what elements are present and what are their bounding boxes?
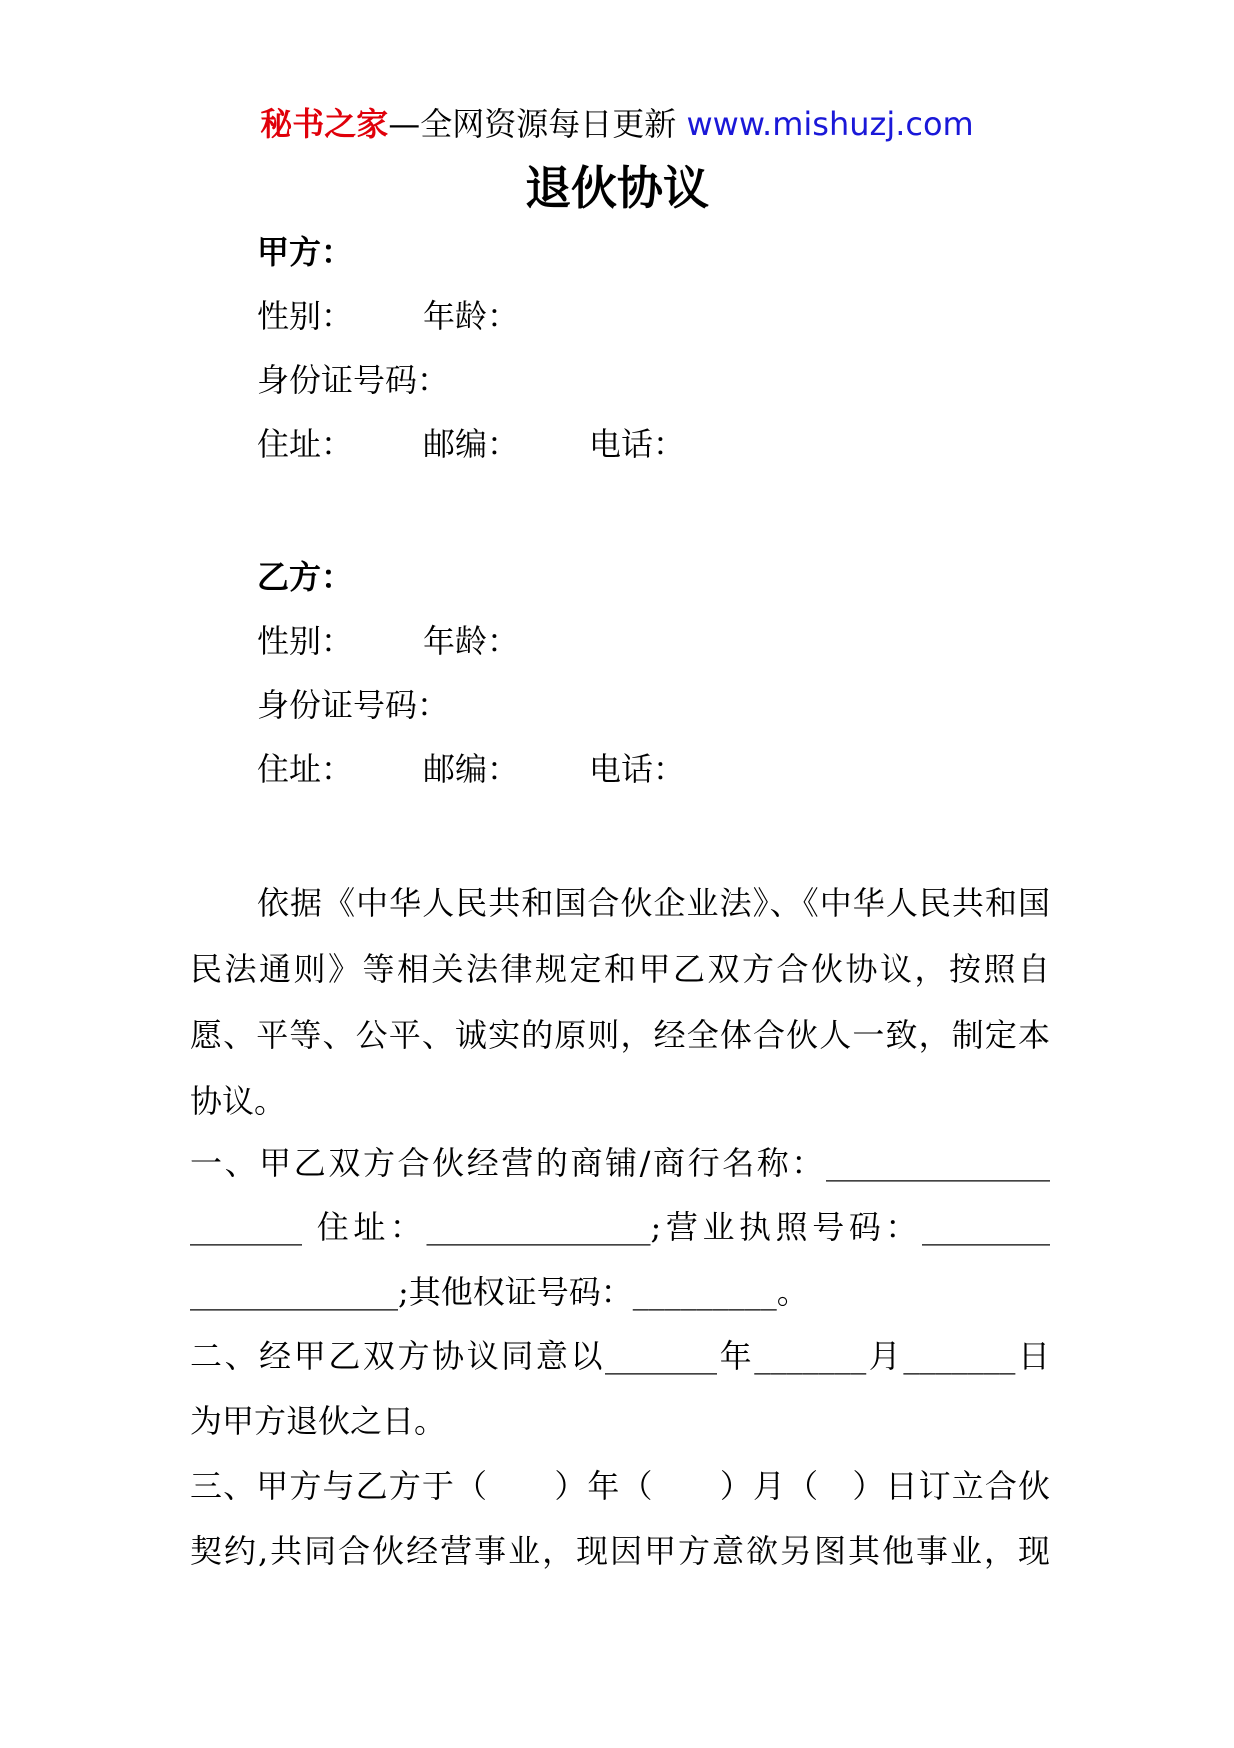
party-a-age-label: 年龄： (423, 297, 520, 335)
party-a-id-label: 身份证号码： (257, 361, 450, 399)
clause-1-line-3: _____________;其他权证号码：_________。 (190, 1273, 809, 1311)
site-tagline: —全网资源每日更新 (388, 105, 677, 143)
party-b-address-label: 住址： (257, 750, 354, 788)
clause-3-line-1: 三、甲方与乙方于（ ）年（ ）月（ ）日订立合伙 (190, 1467, 1050, 1505)
party-a-address-label: 住址： (257, 425, 354, 463)
party-b-gender-label: 性别： (257, 622, 354, 660)
preamble-paragraph: 依据《中华人民共和国合伙企业法》、《中华人民共和国民法通则》等相关法律规定和甲乙双方合伙协议，按照自愿、平等、公平、诚实的原则，经全体合伙人一致，制定本协议。 (190, 884, 1050, 1120)
clause-2-line-2: 为甲方退伙之日。 (190, 1402, 447, 1440)
clause-1-line-2: _______ 住址：______________;营业执照号码：________ (190, 1208, 1050, 1246)
party-b-age-label: 年龄： (423, 622, 520, 660)
site-brand: 秘书之家 (260, 105, 389, 143)
clause-3-line-2: 契约,共同合伙经营事业，现因甲方意欲另图其他事业，现 (190, 1532, 1050, 1570)
party-a-postcode-label: 邮编： (423, 425, 520, 463)
clause-1-line-1: 一、甲乙双方合伙经营的商铺/商行名称：______________ (190, 1144, 1050, 1182)
document-title: 退伙协议 (525, 161, 709, 215)
party-b-postcode-label: 邮编： (423, 750, 520, 788)
party-a-gender-label: 性别： (257, 297, 354, 335)
clause-2-line-1: 二、经甲乙双方协议同意以_______年_______月_______日 (190, 1337, 1050, 1375)
site-url-link[interactable]: www.mishuzj.com (686, 105, 974, 143)
party-a-heading: 甲方： (257, 233, 354, 271)
party-b-heading: 乙方： (257, 558, 354, 596)
party-b-phone-label: 电话： (589, 750, 686, 788)
party-b-id-label: 身份证号码： (257, 686, 450, 724)
party-a-phone-label: 电话： (589, 425, 686, 463)
site-header (0, 104, 1234, 144)
